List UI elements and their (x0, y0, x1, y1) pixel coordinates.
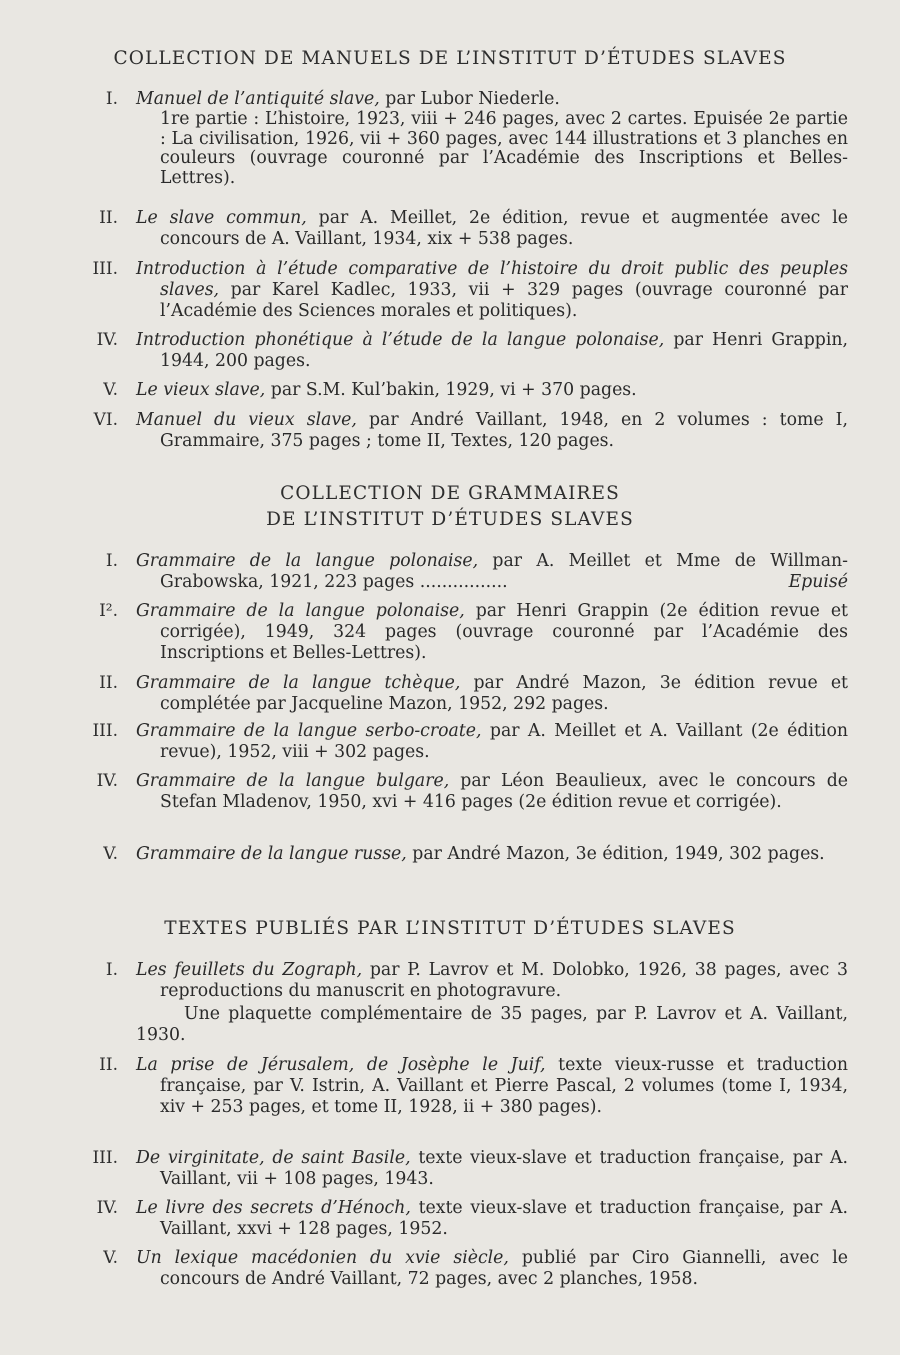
entry-text (136, 1055, 848, 1118)
entry-extra: 1re partie : L’histoire, 1923, viii + 246 pages, avec 2 cartes. Epuisée 2e partie : La civilisation, 1926, vii + 360 pages, avec 144 illustrations et 3 planches en couleurs (ouvrage couronné par l’Académie des Inscriptions et Belles-Lettres). (160, 109, 848, 188)
entry-text (136, 601, 848, 664)
section-heading-manuels: COLLECTION DE MANUELS DE L’INSTITUT D’ÉTUDES SLAVES (113, 48, 787, 69)
entry-number: IV. (96, 330, 118, 350)
entry-body: par Henri Grappin (2e édition revue et corrigée), 1949, 324 pages (ouvrage couronné par l’Académie des Inscriptions et Belles-Lettres). (160, 601, 848, 663)
entry-number: III. (92, 1148, 118, 1168)
entry-title: Introduction à l’étude comparative de l’histoire du droit public des peuples slaves, (136, 259, 848, 300)
entry-number: III. (92, 259, 118, 279)
entry-title: Le livre des secrets d’Hénoch, (136, 1198, 411, 1218)
entry-text (136, 259, 848, 322)
entry-title: Grammaire de la langue russe, (136, 844, 407, 864)
entry-title: Grammaire de la langue polonaise, (136, 551, 479, 571)
entry-title: Manuel du vieux slave, (136, 410, 357, 430)
entry-text (136, 208, 848, 250)
entry-title: Grammaire de la langue bulgare, (136, 771, 450, 791)
entry-text (136, 1198, 848, 1240)
entry-text (136, 330, 848, 372)
entry-number: II. (99, 673, 118, 693)
entry-number: IV. (96, 1198, 118, 1218)
entry-body: par Karel Kadlec, 1933, vii + 329 pages (ouvrage couronné par l’Académie des Sciences morales et politiques). (160, 280, 848, 321)
entry-number: IV. (96, 771, 118, 791)
entry-body: par A. Meillet et A. Vaillant (2e édition revue), 1952, viii + 302 pages. (160, 721, 848, 762)
entry-body: texte vieux-slave et traduction française, par A. Vaillant, vii + 108 pages, 1943. (160, 1148, 848, 1189)
entry-body: par P. Lavrov et M. Dolobko, 1926, 38 pages, avec 3 reproductions du manuscrit en photogravure. (160, 960, 848, 1001)
entry-number: I. (105, 89, 118, 109)
entry-title: Manuel de l’antiquité slave, (136, 89, 380, 109)
entry-title: Grammaire de la langue polonaise, (136, 601, 465, 621)
entry-number: V. (103, 1248, 118, 1268)
entry-number: II. (99, 1055, 118, 1075)
entry-text (136, 380, 848, 401)
entry-title: Grammaire de la langue serbo-croate, (136, 721, 482, 741)
entry-title: De virginitate, de saint Basile, (136, 1148, 411, 1168)
entry-number: I². (99, 601, 118, 621)
entry-text (136, 1248, 848, 1290)
entry-title: Grammaire de la langue tchèque, (136, 673, 461, 693)
entry-body: par Léon Beaulieux, avec le concours de Stefan Mladenov, 1950, xvi + 416 pages (2e édition revue et corrigée). (160, 771, 848, 812)
section-heading-grammaires: COLLECTION DE GRAMMAIRES (280, 483, 620, 504)
entry-body: par Henri Grappin, 1944, 200 pages. (160, 330, 848, 371)
entry-status: Epuisé (788, 572, 848, 592)
entry-body: par A. Meillet, 2e édition, revue et augmentée avec le concours de A. Vaillant, 1934, xix + 538 pages. (160, 208, 848, 249)
entry-text (136, 844, 848, 865)
entry-text (136, 673, 848, 715)
entry-text (136, 410, 848, 452)
entry-text (136, 551, 848, 593)
entry-text (136, 89, 848, 110)
entry-body: texte vieux-russe et traduction française, par V. Istrin, A. Vaillant et Pierre Pascal, 2 volumes (tome I, 1934, xiv + 253 pages, et tome II, 1928, ii + 380 pages). (160, 1055, 848, 1117)
section-heading-grammaires-line2: DE L’INSTITUT D’ÉTUDES SLAVES (266, 509, 634, 530)
entry-text (136, 1148, 848, 1190)
entry-body: par André Mazon, 3e édition, 1949, 302 pages. (406, 844, 825, 864)
entry-text (136, 771, 848, 813)
entry-title: Le vieux slave, (136, 380, 266, 400)
entry-number: I. (105, 551, 118, 571)
entry-title: Un lexique macédonien du xvie siècle, (136, 1248, 509, 1268)
entry-body: par Lubor Niederle. (379, 89, 560, 109)
entry-body: publié par Ciro Giannelli, avec le concours de André Vaillant, 72 pages, avec 2 planches, 1958. (160, 1248, 848, 1289)
entry-number: I. (105, 960, 118, 980)
entry-number: V. (103, 844, 118, 864)
entry-title: Introduction phonétique à l’étude de la langue polonaise, (136, 330, 665, 350)
entry-number: VI. (93, 410, 118, 430)
entry-extra: Une plaquette complémentaire de 35 pages, par P. Lavrov et A. Vaillant, 1930. (136, 1004, 848, 1045)
section-heading-textes: TEXTES PUBLIÉS PAR L’INSTITUT D’ÉTUDES SLAVES (164, 918, 736, 939)
entry-number: V. (103, 380, 118, 400)
entry-title: Le slave commun, (136, 208, 307, 228)
entry-title: La prise de Jérusalem, de Josèphe le Juif, (136, 1055, 546, 1075)
entry-body: texte vieux-slave et traduction française, par A. Vaillant, xxvi + 128 pages, 1952. (160, 1198, 848, 1239)
entry-text (136, 960, 848, 1002)
entry-body: par André Mazon, 3e édition revue et complétée par Jacqueline Mazon, 1952, 292 pages. (160, 673, 848, 714)
entry-number: III. (92, 721, 118, 741)
entry-title: Les feuillets du Zograph, (136, 960, 363, 980)
entry-number: II. (99, 208, 118, 228)
entry-text (136, 721, 848, 763)
entry-body: par A. Meillet et Mme de Willman-Grabowska, 1921, 223 pages ................ (160, 551, 848, 592)
entry-body: par S.M. Kul’bakin, 1929, vi + 370 pages. (265, 380, 637, 400)
entry-body: par André Vaillant, 1948, en 2 volumes : tome I, Grammaire, 375 pages ; tome II, Textes, 120 pages. (160, 410, 848, 451)
